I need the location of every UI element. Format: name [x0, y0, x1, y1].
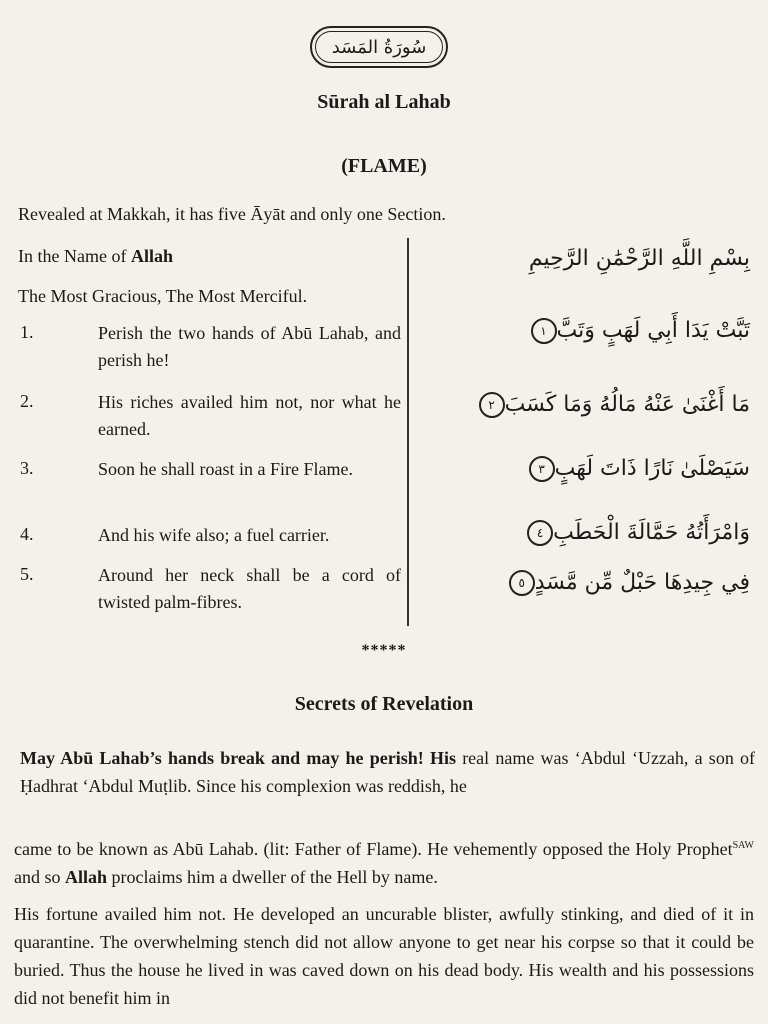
verse-arabic [410, 456, 750, 482]
verse-arabic-text: وَامْرَأَتُهُ حَمَّالَةَ الْحَطَبِ [553, 520, 750, 545]
p2-text-d: proclaims him a dweller of the Hell by name. [107, 867, 438, 887]
verse-arabic-text: تَبَّتْ يَدَا أَبِي لَهَبٍ وَتَبَّ [556, 318, 750, 343]
verse-number: 5. [20, 564, 34, 584]
p2-sup: SAW [732, 840, 754, 851]
verse-end-mark: ٤ [527, 520, 553, 546]
p2-text-a: came to be known as Abū Lahab. (lit: Father of Flame). He vehemently opposed the Holy Prophet [14, 839, 733, 859]
verse-end-mark: ٣ [529, 456, 555, 482]
verse-number: 2. [20, 391, 34, 411]
verse-translation: His riches availed him not, nor what he earned. [98, 392, 401, 439]
verse-arabic-text: فِي جِيدِهَا حَبْلٌ مِّن مَّسَدٍ [534, 570, 750, 595]
surah-subtitle: (FLAME) [341, 155, 427, 177]
verse-translation: Perish the two hands of Abū Lahab, and perish he! [98, 323, 401, 370]
commentary-paragraph-3: His fortune availed him not. He developed an uncurable blister, awfully stinking, and died of it in quarantine. The overwhelming stench did not allow anyone to get near his corpse so that it could be buried. Thus the house he lived in was caved down on his dead body. His wealth and his possessions did not benefit him in [14, 904, 754, 1008]
surah-calligraphy: سُورَةُ المَسَد [331, 36, 427, 58]
verse-arabic-text: سَيَصْلَىٰ نَارًا ذَاتَ لَهَبٍ [554, 456, 750, 481]
verse-number: 1. [20, 322, 34, 342]
surah-title: Sūrah al Lahab [317, 91, 451, 113]
separator-stars: ***** [361, 642, 407, 659]
verse-end-mark: ٢ [479, 392, 505, 418]
basmala-prefix: In the Name of [18, 246, 131, 266]
verse-translation: And his wife also; a fuel carrier. [98, 525, 330, 545]
verse-arabic [410, 318, 750, 344]
basmala-arabic: بِسْمِ اللَّهِ الرَّحْمَٰنِ الرَّحِيمِ [528, 246, 750, 271]
basmala-en-line2: The Most Gracious, The Most Merciful. [18, 286, 308, 306]
verse-translation: Soon he shall roast in a Fire Flame. [98, 459, 353, 479]
p1-text: real name was ‘Abdul ‘Uzzah, a son of Ḥadhrat ‘Abdul Muṭlib. Since his complexion was reddish, he [20, 748, 756, 796]
surah-cartouche [310, 26, 448, 68]
basmala-allah: Allah [130, 246, 173, 266]
verse-end-mark: ١ [531, 318, 557, 344]
commentary-paragraph-1 [20, 744, 755, 800]
verse-number: 3. [20, 458, 34, 478]
p2-text-b: and so [14, 867, 65, 887]
verse-end-mark: ٥ [509, 570, 535, 596]
p2-bold-allah: Allah [65, 867, 108, 887]
column-divider [407, 238, 409, 626]
verse-arabic [410, 520, 750, 546]
p1-bold-a: May Abū Lahab’s hands break and may he perish! [20, 748, 424, 768]
verse-number: 4. [20, 524, 34, 544]
verse-arabic [410, 570, 750, 596]
basmala-en-line1 [18, 242, 173, 270]
verse-translation: Around her neck shall be a cord of twisted palm-fibres. [98, 565, 401, 612]
revelation-note: Revealed at Makkah, it has five Āyāt and only one Section. [18, 204, 446, 224]
verse-arabic [410, 392, 750, 418]
section-title: Secrets of Revelation [294, 693, 474, 715]
commentary-paragraph-2 [14, 832, 754, 891]
verse-arabic-text: مَا أَغْنَىٰ عَنْهُ مَالُهُ وَمَا كَسَبَ [504, 392, 750, 417]
p1-bold-b: His [429, 748, 456, 768]
